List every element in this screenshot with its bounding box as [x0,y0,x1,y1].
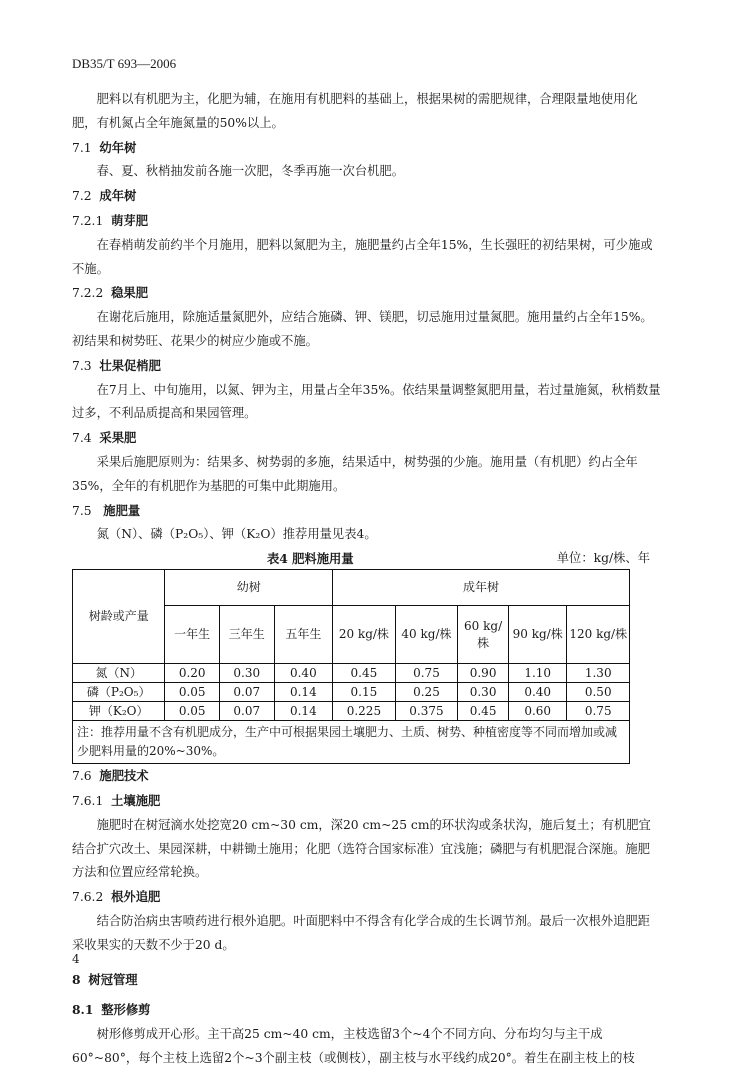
table-cell: 0.45 [458,702,509,721]
table-col-header: 20 kg/株 [333,606,396,664]
table-row-label: 磷（P₂O₅） [73,683,165,702]
text-7-2-2: 在谢花后施用，除施适量氮肥外，应结合施磷、钾、镁肥，切忌施用过量氮肥。施用量约占全年15%。初结果和树势旺、花果少的树应少施或不施。 [72,310,653,348]
table-col-header: 60 kg/株 [458,606,509,664]
table-group-young: 幼树 [165,570,333,606]
text-7-6-2: 结合防治病虫害喷药进行根外追肥。叶面肥料中不得含有化学合成的生长调节剂。最后一次根外追肥距采收果实的天数不少于20 d。 [72,913,650,952]
table-cell: 0.40 [274,664,333,683]
text-8-1: 树形修剪成开心形。主干高25 cm~40 cm，主枝选留3个~4个不同方向、分布均匀与主干成60°~80°，每个主枝上选留2个~3个副主枝（或侧枝），副主枝与水平线约成20°。着生在副主枝上的枝 [72,1027,635,1065]
table-cell: 0.75 [395,664,458,683]
table-row [73,683,630,702]
table-cell: 0.14 [274,702,333,721]
heading-7-2: 7.2 成年树 [72,188,137,204]
heading-7-2-2: 7.2.2 稳果肥 [72,285,149,301]
heading-7-4: 7.4 采果肥 [72,430,137,446]
document-body [72,88,662,1071]
text-7-6-1: 施肥时在树冠滴水处挖宽20 cm~30 cm，深20 cm~25 cm的环状沟或条状沟，施后复土；有机肥宜结合扩穴改土、果园深耕，中耕锄土施用；化肥（选符合国家标准）宜浅施；磷肥与有机肥混合深施。施肥方法和位置应经常轮换。 [72,817,651,880]
table-cell: 0.25 [395,683,458,702]
table-cell: 0.40 [508,683,567,702]
table-cell: 0.15 [333,683,396,702]
table-cell: 0.375 [395,702,458,721]
text-7-4: 采果后施肥原则为：结果多、树势弱的多施，结果适中，树势强的少施。施用量（有机肥）约占全年35%，全年的有机肥作为基肥的可集中此期施用。 [72,454,638,493]
text-7-2-1: 在春梢萌发前约半个月施用，肥料以氮肥为主，施肥量约占全年15%，生长强旺的初结果树，可少施或不施。 [72,237,653,276]
table-group-adult: 成年树 [333,570,630,606]
table-cell: 0.07 [219,683,274,702]
table-caption: 表4 肥料施用量 [267,551,354,567]
heading-7-6: 7.6 施肥技术 [72,768,149,784]
table-cell: 1.30 [567,664,630,683]
table-col-header: 五年生 [274,606,333,664]
table-row-label: 氮（N） [73,664,165,683]
heading-7-2-1: 7.2.1 萌芽肥 [72,212,149,228]
table-cell: 0.05 [165,702,220,721]
fertilizer-table [72,569,630,764]
heading-8-1: 8.1 整形修剪 [72,1002,151,1018]
heading-7-6-2: 7.6.2 根外追肥 [72,889,161,905]
text-7-3: 在7月上、中旬施用，以氮、钾为主，用量占全年35%。依结果量调整氮肥用量，若过量施氮，秋梢数量过多，不利品质提高和果园管理。 [72,382,661,421]
table-row-header: 树龄或产量 [73,570,165,664]
table-caption-row [72,547,662,569]
text-7-5: 氮（N）、磷（P₂O₅）、钾（K₂O）推荐用量见表4。 [96,527,377,542]
table-col-header: 一年生 [165,606,220,664]
table-col-header: 三年生 [219,606,274,664]
heading-7-6-1: 7.6.1 土壤施肥 [72,792,161,808]
table-cell: 0.225 [333,702,396,721]
heading-7-3: 7.3 壮果促梢肥 [72,357,161,373]
table-cell: 0.14 [274,683,333,702]
document-header: DB35/T 693—2006 [72,56,177,71]
heading-7-1: 7.1 幼年树 [72,139,137,155]
table-cell: 0.30 [458,683,509,702]
table-cell: 1.10 [508,664,567,683]
table-col-header: 90 kg/株 [508,606,567,664]
table-note: 注：推荐用量不含有机肥成分，生产中可根据果园土壤肥力、土质、树势、种植密度等不同而增加或减少肥料用量的20%~30%。 [73,721,630,764]
page-number: 4 [72,952,80,966]
table-cell: 0.20 [165,664,220,683]
table-cell: 0.45 [333,664,396,683]
heading-7-5: 7.5 施肥量 [72,502,141,518]
table-cell: 0.30 [219,664,274,683]
table-cell: 0.07 [219,702,274,721]
table-cell: 0.05 [165,683,220,702]
table-cell: 0.60 [508,702,567,721]
table-unit: 单位：kg/株、年 [556,551,650,566]
intro-paragraph: 肥料以有机肥为主，化肥为辅，在施用有机肥料的基础上，根据果树的需肥规律，合理限量地使用化肥，有机氮占全年施氮量的50%以上。 [72,92,638,130]
table-cell: 0.90 [458,664,509,683]
table-row [73,664,630,683]
text-7-1: 春、夏、秋梢抽发前各施一次肥，冬季再施一次台机肥。 [96,164,405,179]
table-col-header: 120 kg/株 [567,606,630,664]
table-row [73,702,630,721]
table-cell: 0.75 [567,702,630,721]
heading-8: 8 树冠管理 [72,971,138,987]
table-row-label: 钾（K₂O） [73,702,165,721]
table-cell: 0.50 [567,683,630,702]
table-col-header: 40 kg/株 [395,606,458,664]
table-note-row [73,721,630,764]
